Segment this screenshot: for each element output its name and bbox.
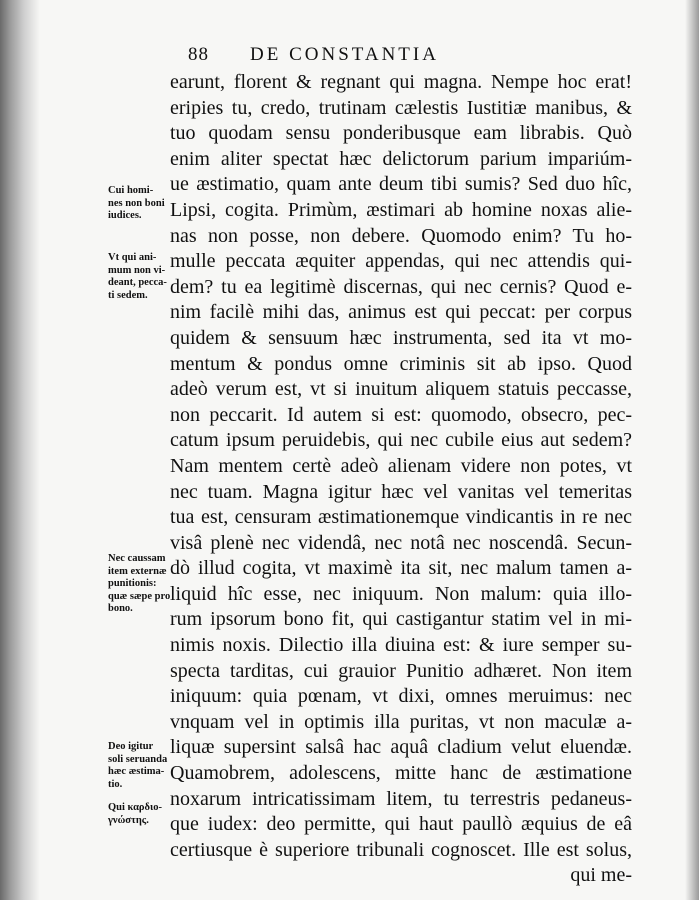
margin-note-punishment [108, 553, 188, 616]
text-line: ue æstimatio, quam ante deum tibi sumis? Sed duo hîc, [170, 173, 632, 196]
text-line: liquæ supersint salsâ hac aquâ cladium velut eluendæ. [170, 736, 632, 759]
text-line: nimis noxis. Dilectio illa diuina est: & iure semper su- [170, 634, 632, 657]
text-line: non peccarit. Id autem si est: quomodo, obsecro, pec- [170, 403, 632, 426]
margin-note-line: hæc æstima- [108, 766, 165, 777]
margin-note-line: soli seruanda [108, 753, 168, 765]
margin-note-judges [108, 185, 188, 223]
margin-note-line: item externæ [108, 565, 167, 577]
text-line: noxarum intricatissimam litem, tu terrestris pedaneus- [170, 787, 632, 810]
margin-note-line: ti sedem. [108, 289, 148, 301]
text-line: dem? tu ea legitimè discernas, qui nec cernis? Quod e- [170, 275, 632, 298]
text-line: catum ipsum peruidebis, qui nec cubile eius aut sedem? [170, 429, 632, 452]
margin-note-line: deant, pecca- [108, 277, 167, 288]
margin-note-line: Deo igitur [108, 741, 154, 752]
text-line: nec tuam. Magna igitur hæc vel vanitas vel temeritas [170, 480, 632, 503]
margin-note-line: mum non vi- [108, 264, 166, 276]
margin-note-line: bono. [108, 603, 133, 614]
margin-note-line: quæ sæpe pro [108, 590, 171, 602]
catchword: qui me- [570, 864, 632, 887]
text-line: enim aliter spectat hæc delictorum parium impariúm- [170, 147, 632, 170]
page-gutter-shadow [0, 0, 40, 900]
margin-note-line: Nec caussam [108, 553, 166, 564]
page-edge-shadow [685, 0, 699, 900]
text-line: vnquam vel in optimis illa puritas, vt non maculæ a- [170, 710, 632, 733]
margin-note-line: Cui homi- [108, 185, 154, 196]
text-line: que iudex: deo permitte, qui haut paullò æquius de eâ [170, 813, 632, 836]
page-number: 88 [188, 44, 209, 65]
text-line: Nam mentem certè adeò alienam videre non potes, vt [170, 454, 632, 477]
text-line: mulle peccata æquiter appendas, qui nec attendis qui- [170, 250, 632, 273]
text-line: rum ipsorum bono fit, qui castigantur statim vel in mi- [170, 608, 632, 631]
margin-note-line: iudices. [108, 210, 142, 221]
running-title: DE CONSTANTIA [250, 44, 439, 65]
text-line: dò illud cogita, vt maximè ita sit, nec malum tamen a- [170, 557, 632, 580]
margin-note-god-alone [108, 741, 188, 791]
text-line: tuo quodam sensu ponderibusque eam librabis. Quò [170, 122, 632, 145]
text-line: adeò verum est, vt si inuitum aliquem statuis peccasse, [170, 378, 632, 401]
margin-note-heart-knower [108, 802, 188, 827]
text-line: mentum & pondus omne criminis sit ab ipso. Quod [170, 352, 632, 375]
text-line: eripies tu, credo, trutinam cælestis Iustitiæ manibus, & [170, 96, 632, 119]
text-line: visâ plenè nec videndâ, nec notâ nec noscendâ. Secun- [170, 531, 632, 554]
text-line: specta tarditas, cui grauior Punitio adhæret. Non item [170, 659, 632, 682]
margin-note-line: Vt qui ani- [108, 252, 157, 263]
text-line: certiusque è superiore tribunali cognoscet. Ille est solus, [170, 838, 632, 861]
margin-note-line: nes non boni [108, 197, 165, 209]
text-line: quidem & sensuum hæc instrumenta, sed ita vt mo- [170, 326, 632, 349]
text-line: Lipsi, cogita. Primùm, æstimari ab homine noxas alie- [170, 198, 632, 221]
text-line: iniquum: quia pœnam, vt dixi, omnes meruimus: nec [170, 685, 632, 708]
text-line: tua est, censuram æstimationemque vindicantis in re nec [170, 506, 632, 529]
text-line: Quamobrem, adolescens, mitte hanc de æstimatione [170, 762, 632, 785]
margin-note-line: tio. [108, 778, 123, 790]
margin-note-line: γνώστης. [108, 814, 149, 826]
margin-note-seat-of-sin [108, 252, 188, 302]
margin-note-line: Qui καρδιο- [108, 802, 163, 813]
text-line: liquid hîc esse, nec iniquum. Non malum: quia illo- [170, 582, 632, 605]
body-text [170, 70, 632, 889]
margin-note-line: punitionis: [108, 578, 157, 589]
text-line: earunt, florent & regnant qui magna. Nempe hoc erat! [170, 71, 632, 93]
page-header [188, 44, 528, 70]
text-line: nim facilè mihi das, animus est qui peccat: per corpus [170, 301, 632, 324]
text-line: nas non posse, non debere. Quomodo enim? Tu ho- [170, 224, 632, 247]
